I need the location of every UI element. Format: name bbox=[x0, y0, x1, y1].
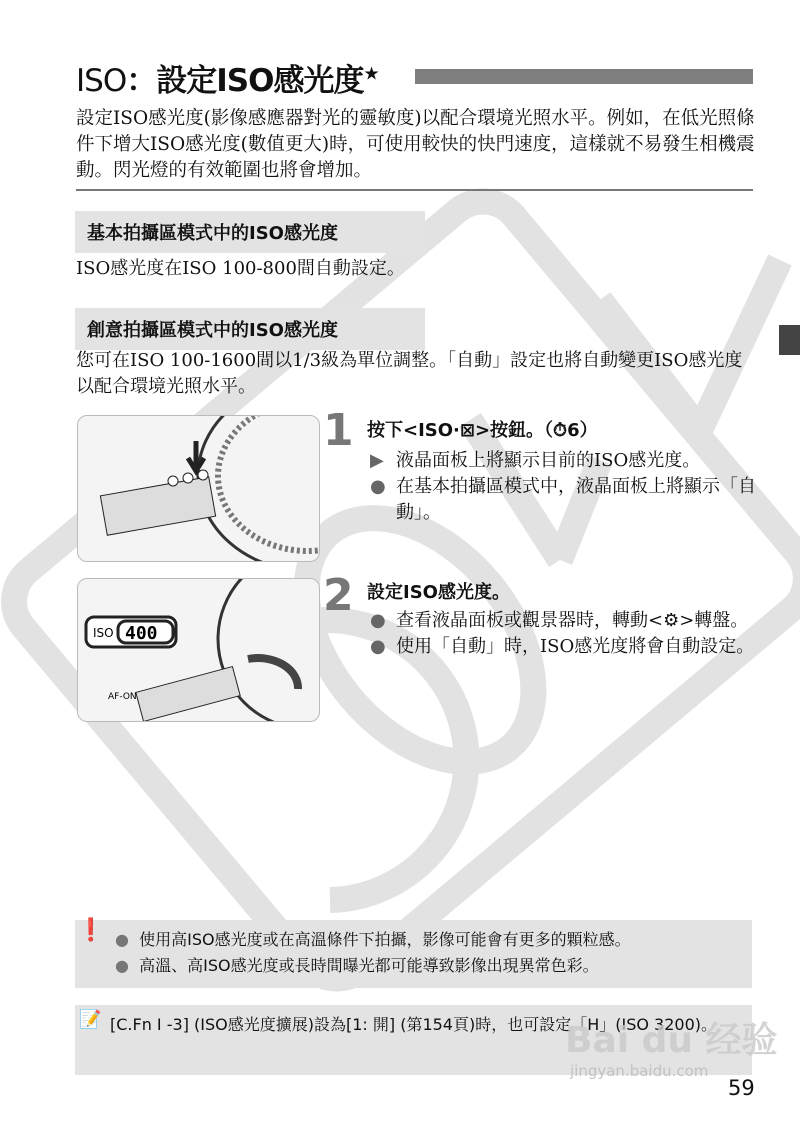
divider bbox=[76, 189, 753, 191]
list-item: ● 在基本拍攝區模式中，液晶面板上將顯示「自動」。 bbox=[370, 476, 756, 523]
section-heading-basic: 基本拍攝區模式中的ISO感光度 bbox=[75, 211, 425, 253]
page-title: ISO：設定ISO感光度★ bbox=[76, 63, 379, 99]
title-bar bbox=[415, 69, 753, 84]
list-item: ● 使用「自動」時，ISO感光度將會自動設定。 bbox=[370, 636, 755, 657]
step-heading: 設定ISO感光度。 bbox=[367, 582, 510, 603]
camera-iso-button-illustration bbox=[77, 415, 320, 562]
caution-icon: ❗ bbox=[77, 918, 105, 943]
step-1-items bbox=[370, 448, 760, 526]
caution-box bbox=[75, 920, 752, 988]
baidu-url-watermark: jingyan.baidu.com bbox=[570, 1062, 709, 1080]
lcd-label: ISO bbox=[93, 626, 114, 640]
chapter-tab bbox=[779, 325, 800, 355]
section-heading-creative: 創意拍攝區模式中的ISO感光度 bbox=[75, 308, 425, 350]
list-item: ● 使用高ISO感光度或在高溫條件下拍攝，影像可能會有更多的顆粒感。 bbox=[115, 930, 631, 949]
camera-dial-icon bbox=[78, 579, 319, 721]
list-item: ▶ 液晶面板上將顯示目前的ISO感光度。 bbox=[370, 450, 701, 471]
camera-top-icon bbox=[78, 416, 319, 561]
list-item: ● 查看液晶面板或觀景器時，轉動<⚙>轉盤。 bbox=[370, 610, 749, 631]
lcd-value: 400 bbox=[125, 623, 158, 644]
note-text: [C.Fn I -3] (ISO感光度擴展)設為[1: 開] (第154頁)時，也可設定「H」(ISO 3200)。 bbox=[110, 1015, 718, 1034]
step-number: 2 bbox=[323, 570, 354, 621]
step-2-items bbox=[370, 608, 760, 660]
section-body-creative: 您可在ISO 100-1600間以1/3級為單位調整。「自動」設定也將自動變更ISO感光度以配合環境光照水平。 bbox=[76, 350, 743, 397]
section-body-basic: ISO感光度在ISO 100-800間自動設定。 bbox=[76, 258, 405, 279]
step-heading: 按下<ISO·⊠>按鈕。（⏱6） bbox=[367, 420, 598, 441]
intro-text: 設定ISO感光度(影像感應器對光的靈敏度)以配合環境光照水平。例如，在低光照條件下增大ISO感光度(數值更大)時，可使用較快的快門速度，這樣就不易發生相機震動。閃光燈的有效範圍也將會增加。 bbox=[76, 108, 755, 181]
list-item: ● 高溫、高ISO感光度或長時間曝光都可能導致影像出現異常色彩。 bbox=[115, 956, 599, 975]
page-number: 59 bbox=[728, 1076, 755, 1100]
camera-dial-illustration bbox=[77, 578, 320, 722]
note-icon: 📝 bbox=[79, 1009, 102, 1030]
step-number: 1 bbox=[323, 405, 354, 456]
baidu-watermark: Bai du 经验 bbox=[565, 1020, 778, 1061]
af-on-label: AF-ON bbox=[108, 692, 137, 702]
